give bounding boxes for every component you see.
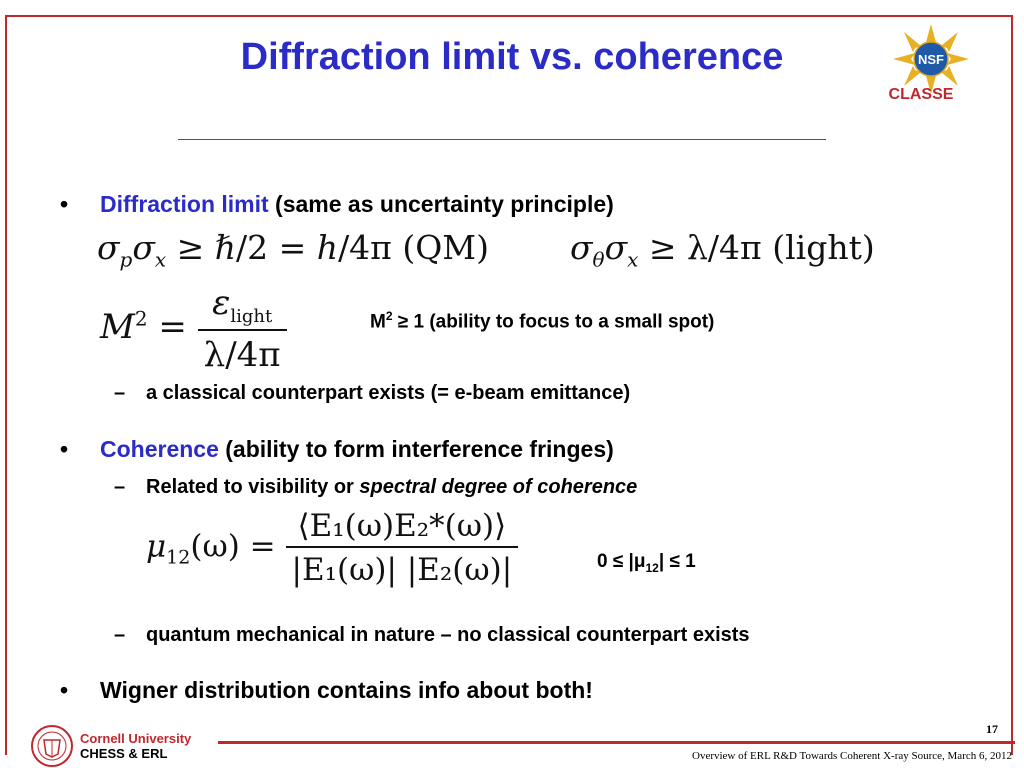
subbullet-marker: – (114, 624, 126, 646)
equation-uncertainty-light: $\sigma_\theta\sigma_x \ge \lambda/4\pi$ (light) (570, 228, 875, 272)
bullet-highlight: Diffraction limit (100, 191, 269, 217)
institution-name: Cornell University (80, 731, 192, 746)
subbullet-visibility: Related to visibility or spectral degree of coherence (146, 476, 638, 498)
equation-m-squared: $M^2$ = $\frac{\varepsilon_{light}}{\lambda/4\pi}$ (100, 283, 287, 375)
nsf-logo-icon (893, 24, 969, 94)
page-number: 17 (986, 722, 998, 736)
bullet-highlight: Coherence (100, 436, 219, 462)
bullet-diffraction-limit (100, 191, 614, 218)
classe-label: CLASSE (888, 86, 954, 103)
bullet-text: (same as uncertainty principle) (268, 191, 614, 217)
bullet-wigner: Wigner distribution contains info about both! (100, 677, 593, 703)
footer-rule (218, 741, 1015, 744)
subbullet-quantum-mechanical: quantum mechanical in nature – no classical counterpart exists (146, 624, 750, 646)
subbullet-marker: – (114, 476, 126, 498)
bullet-coherence (100, 436, 614, 463)
institution-sub: CHESS & ERL (80, 746, 168, 761)
bullet-marker: • (60, 191, 69, 217)
bullet-text: (ability to form interference fringes) (218, 436, 614, 462)
subbullet-classical-counterpart: a classical counterpart exists (= e-beam emittance) (146, 382, 631, 404)
bullet-marker: • (60, 436, 69, 462)
m2-note: $M^2 \ge 1$ (ability to focus to a small spot) (370, 309, 715, 333)
mu12-bound-note: $0 \le |\mu_{12}| \le 1$ (597, 551, 696, 575)
footer-text: Overview of ERL R&D Towards Coherent X-ray Source, March 6, 2012 (692, 750, 1012, 762)
equation-uncertainty-qm: $\sigma_p\sigma_x$ ≥ ℏ/2 = h/4π (QM) (97, 228, 489, 272)
bullet-marker: • (60, 677, 69, 703)
subbullet-marker: – (114, 382, 126, 404)
equation-mu12: $\mu_{12}(\omega)$ = $\frac{\text{⟨E₁(ω)E₂*(ω)⟩}}{\text{|E₁(ω)| |E₂(ω)|}}$ (146, 508, 518, 588)
cornell-seal-icon (30, 724, 74, 768)
nsf-logo-mark: NSF (918, 52, 944, 67)
slide-title: Diffraction limit vs. coherence (240, 36, 784, 78)
title-rule (178, 139, 826, 140)
